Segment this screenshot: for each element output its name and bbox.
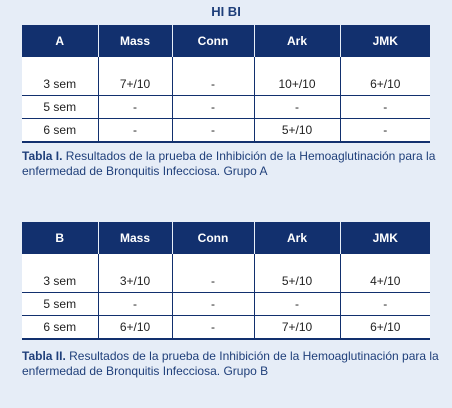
table-cell: - (340, 119, 430, 143)
page-title: HI BI (211, 4, 241, 19)
table-cell: 5+/10 (254, 119, 340, 143)
column-header-jmk: JMK (340, 222, 430, 254)
row-label: 3 sem (22, 270, 98, 293)
table-cell: - (340, 293, 430, 316)
column-header-group: B (22, 222, 98, 254)
table-cell: 6+/10 (340, 73, 430, 96)
table-cell: - (98, 96, 172, 119)
table-caption-b (22, 349, 442, 379)
table-row (22, 293, 430, 316)
row-label: 5 sem (22, 293, 98, 316)
table-row (22, 73, 430, 96)
table-header-row (22, 222, 430, 254)
column-header-conn: Conn (172, 25, 254, 57)
table-cell: 5+/10 (254, 270, 340, 293)
table-cell: 7+/10 (254, 316, 340, 340)
table-cell: - (98, 293, 172, 316)
table-cell: - (172, 316, 254, 340)
column-header-ark: Ark (254, 222, 340, 254)
row-label: 5 sem (22, 96, 98, 119)
column-header-jmk: JMK (340, 25, 430, 57)
caption-label: Tabla II. (22, 349, 66, 363)
column-header-mass: Mass (98, 222, 172, 254)
table-cell: 3+/10 (98, 270, 172, 293)
row-label: 3 sem (22, 73, 98, 96)
table-cell: 10+/10 (254, 73, 340, 96)
table-cell: - (340, 96, 430, 119)
spacer-row (22, 254, 430, 270)
table-cell: - (172, 73, 254, 96)
row-label: 6 sem (22, 316, 98, 340)
table-row (22, 316, 430, 340)
table-row (22, 96, 430, 119)
table-cell: 4+/10 (340, 270, 430, 293)
column-header-conn: Conn (172, 222, 254, 254)
caption-text: Resultados de la prueba de Inhibición de la Hemoaglutinación para la enfermedad de Bronquitis Infecciosa. Grupo A (22, 149, 436, 178)
column-header-group: A (22, 25, 98, 57)
column-header-mass: Mass (98, 25, 172, 57)
table-cell: - (172, 96, 254, 119)
row-label: 6 sem (22, 119, 98, 143)
results-table-group-b (22, 222, 430, 340)
table-cell: - (254, 96, 340, 119)
spacer-row (22, 57, 430, 73)
table-row (22, 270, 430, 293)
table-cell: - (172, 119, 254, 143)
caption-text: Resultados de la prueba de Inhibición de la Hemoaglutinación para la enfermedad de Bronquitis Infecciosa. Grupo B (22, 349, 439, 378)
table-cell: 7+/10 (98, 73, 172, 96)
table-cell: - (172, 293, 254, 316)
table-row (22, 119, 430, 143)
results-table-group-a (22, 25, 430, 143)
table-header-row (22, 25, 430, 57)
table-cell: - (98, 119, 172, 143)
table-cell: - (254, 293, 340, 316)
table-caption-a (22, 149, 442, 179)
caption-label: Tabla I. (22, 149, 63, 163)
table-cell: 6+/10 (340, 316, 430, 340)
table-cell: 6+/10 (98, 316, 172, 340)
column-header-ark: Ark (254, 25, 340, 57)
table-cell: - (172, 270, 254, 293)
